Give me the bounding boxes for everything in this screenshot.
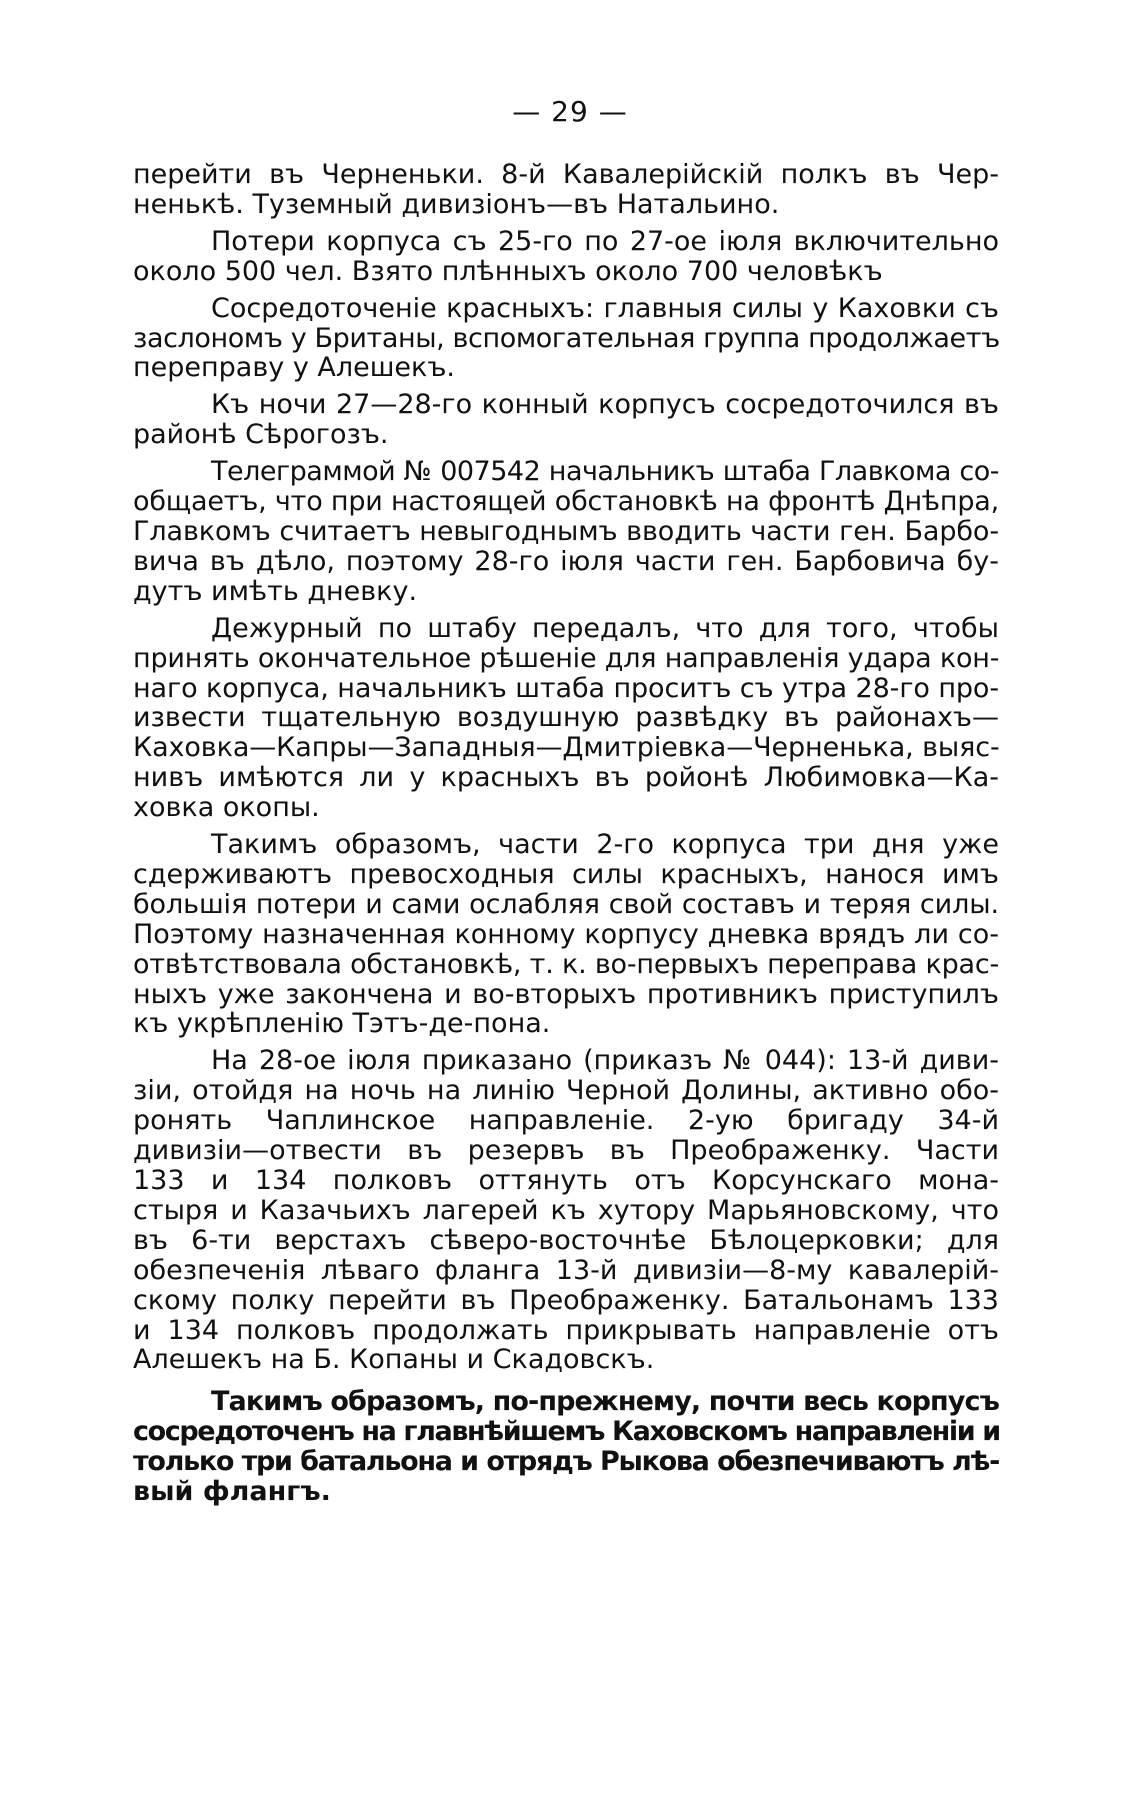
paragraph bbox=[133, 1387, 999, 1507]
text-line: ронять Чаплинское направленіе. 2-ую бригаду 34-й bbox=[133, 1105, 999, 1137]
text-line: Телеграммой № 007542 начальникъ штаба Главкома со- bbox=[211, 456, 999, 488]
text-line: Дежурный по штабу передалъ, что для того, чтобы bbox=[211, 612, 999, 644]
body-text bbox=[133, 160, 999, 1514]
paragraph bbox=[133, 227, 999, 287]
paragraph bbox=[133, 457, 999, 607]
text-line: Такимъ образомъ, по-прежнему, почти весь корпусъ bbox=[211, 1386, 999, 1418]
text-line: сосредоточенъ на главнѣйшемъ Каховскомъ направленіи и bbox=[133, 1416, 1000, 1448]
paragraph bbox=[133, 390, 999, 450]
text-line: сдерживаютъ превосходныя силы красныхъ, нанося имъ bbox=[133, 858, 999, 890]
text-line: около 500 чел. Взято плѣнныхъ около 700 человѣкъ bbox=[133, 255, 883, 287]
text-line: Каховка—Капры—Западныя—Дмитріевка—Черненька, выяс- bbox=[133, 732, 1000, 764]
text-line: общаетъ, что при настоящей обстановкѣ на фронтѣ Днѣпра, bbox=[133, 486, 999, 518]
text-line: дутъ имѣть дневку. bbox=[133, 575, 418, 607]
paragraph bbox=[133, 294, 999, 384]
text-line: принять окончательное рѣшеніе для направленія удара кон- bbox=[133, 642, 1000, 674]
text-line: Сосредоточеніе красныхъ: главныя силы у Каховки съ bbox=[211, 292, 999, 324]
text-line: стыря и Казачьихъ лагерей къ хутору Марьяновскому, что bbox=[133, 1194, 999, 1226]
text-line: На 28-ое іюля приказано (приказъ № 044): 13-й диви- bbox=[211, 1045, 999, 1077]
text-line: Къ ночи 27—28-го конный корпусъ сосредоточился въ bbox=[211, 389, 999, 421]
text-line: только три батальона и отрядъ Рыкова обезпечиваютъ лѣ- bbox=[133, 1446, 999, 1478]
text-line: вича въ дѣло, поэтому 28-го іюля части ген. Барбовича бу- bbox=[133, 545, 999, 577]
text-line: наго корпуса, начальникъ штаба проситъ съ утра 28-го про- bbox=[133, 672, 999, 704]
text-line: Алешекъ на Б. Копаны и Скадовскъ. bbox=[133, 1344, 655, 1376]
text-line: заслономъ у Британы, вспомогательная группа продолжаетъ bbox=[133, 322, 1000, 354]
paragraph bbox=[133, 614, 999, 823]
text-line: нивъ имѣются ли у красныхъ въ ройонѣ Любимовка—Ка- bbox=[133, 762, 999, 794]
text-line: обезпеченія лѣваго фланга 13-й дивизіи—8-му кавалерій- bbox=[133, 1254, 999, 1286]
text-line: Главкомъ считаетъ невыгоднымъ вводить части ген. Барбо- bbox=[133, 515, 999, 547]
paragraph bbox=[133, 830, 999, 1039]
text-line: вый флангъ. bbox=[133, 1476, 331, 1508]
text-line: Потери корпуса съ 25-го по 27-ое іюля включительно bbox=[211, 225, 999, 257]
text-line: отвѣтствовала обстановкѣ, т. к. во-первыхъ переправа крас- bbox=[133, 948, 1000, 980]
text-line: большія потери и сами ослабляя свой составъ и теряя силы. bbox=[133, 888, 999, 920]
text-line: зіи, отойдя на ночь на линію Черной Долины, активно обо- bbox=[133, 1075, 999, 1107]
text-line: районѣ Сѣрогозъ. bbox=[133, 419, 389, 451]
text-line: дивизіи—отвести въ резервъ въ Преображенку. Части bbox=[133, 1135, 999, 1167]
text-line: Такимъ образомъ, части 2-го корпуса три дня уже bbox=[211, 829, 999, 861]
paragraph bbox=[133, 160, 999, 220]
text-line: перейти въ Черненьки. 8-й Кавалерійскій полкъ въ Чер- bbox=[133, 159, 999, 190]
text-line: Поэтому назначенная конному корпусу дневка врядъ ли со- bbox=[133, 918, 999, 950]
text-line: ныхъ уже закончена и во-вторыхъ противникъ приступилъ bbox=[133, 978, 999, 1010]
text-line: ховка окопы. bbox=[133, 792, 320, 824]
text-line: ненькѣ. Туземный дивизіонъ—въ Натальино. bbox=[133, 188, 780, 220]
text-line: извести тщательную воздушную развѣдку въ районахъ— bbox=[133, 702, 999, 734]
text-line: скому полку перейти въ Преображенку. Батальонамъ 133 bbox=[133, 1284, 999, 1316]
text-line: 133 и 134 полковъ оттянуть отъ Корсунскаго мона- bbox=[133, 1165, 999, 1196]
paragraph bbox=[133, 1046, 999, 1375]
text-line: къ укрѣпленію Тэтъ-де-пона. bbox=[133, 1008, 551, 1040]
page-number: — 29 — bbox=[512, 95, 628, 128]
text-line: и 134 полковъ продолжать прикрывать направленіе отъ bbox=[133, 1314, 999, 1346]
text-line: въ 6-ти верстахъ сѣверо-восточнѣе Бѣлоцерковки; для bbox=[133, 1224, 999, 1256]
text-line: переправу у Алешекъ. bbox=[133, 352, 456, 384]
